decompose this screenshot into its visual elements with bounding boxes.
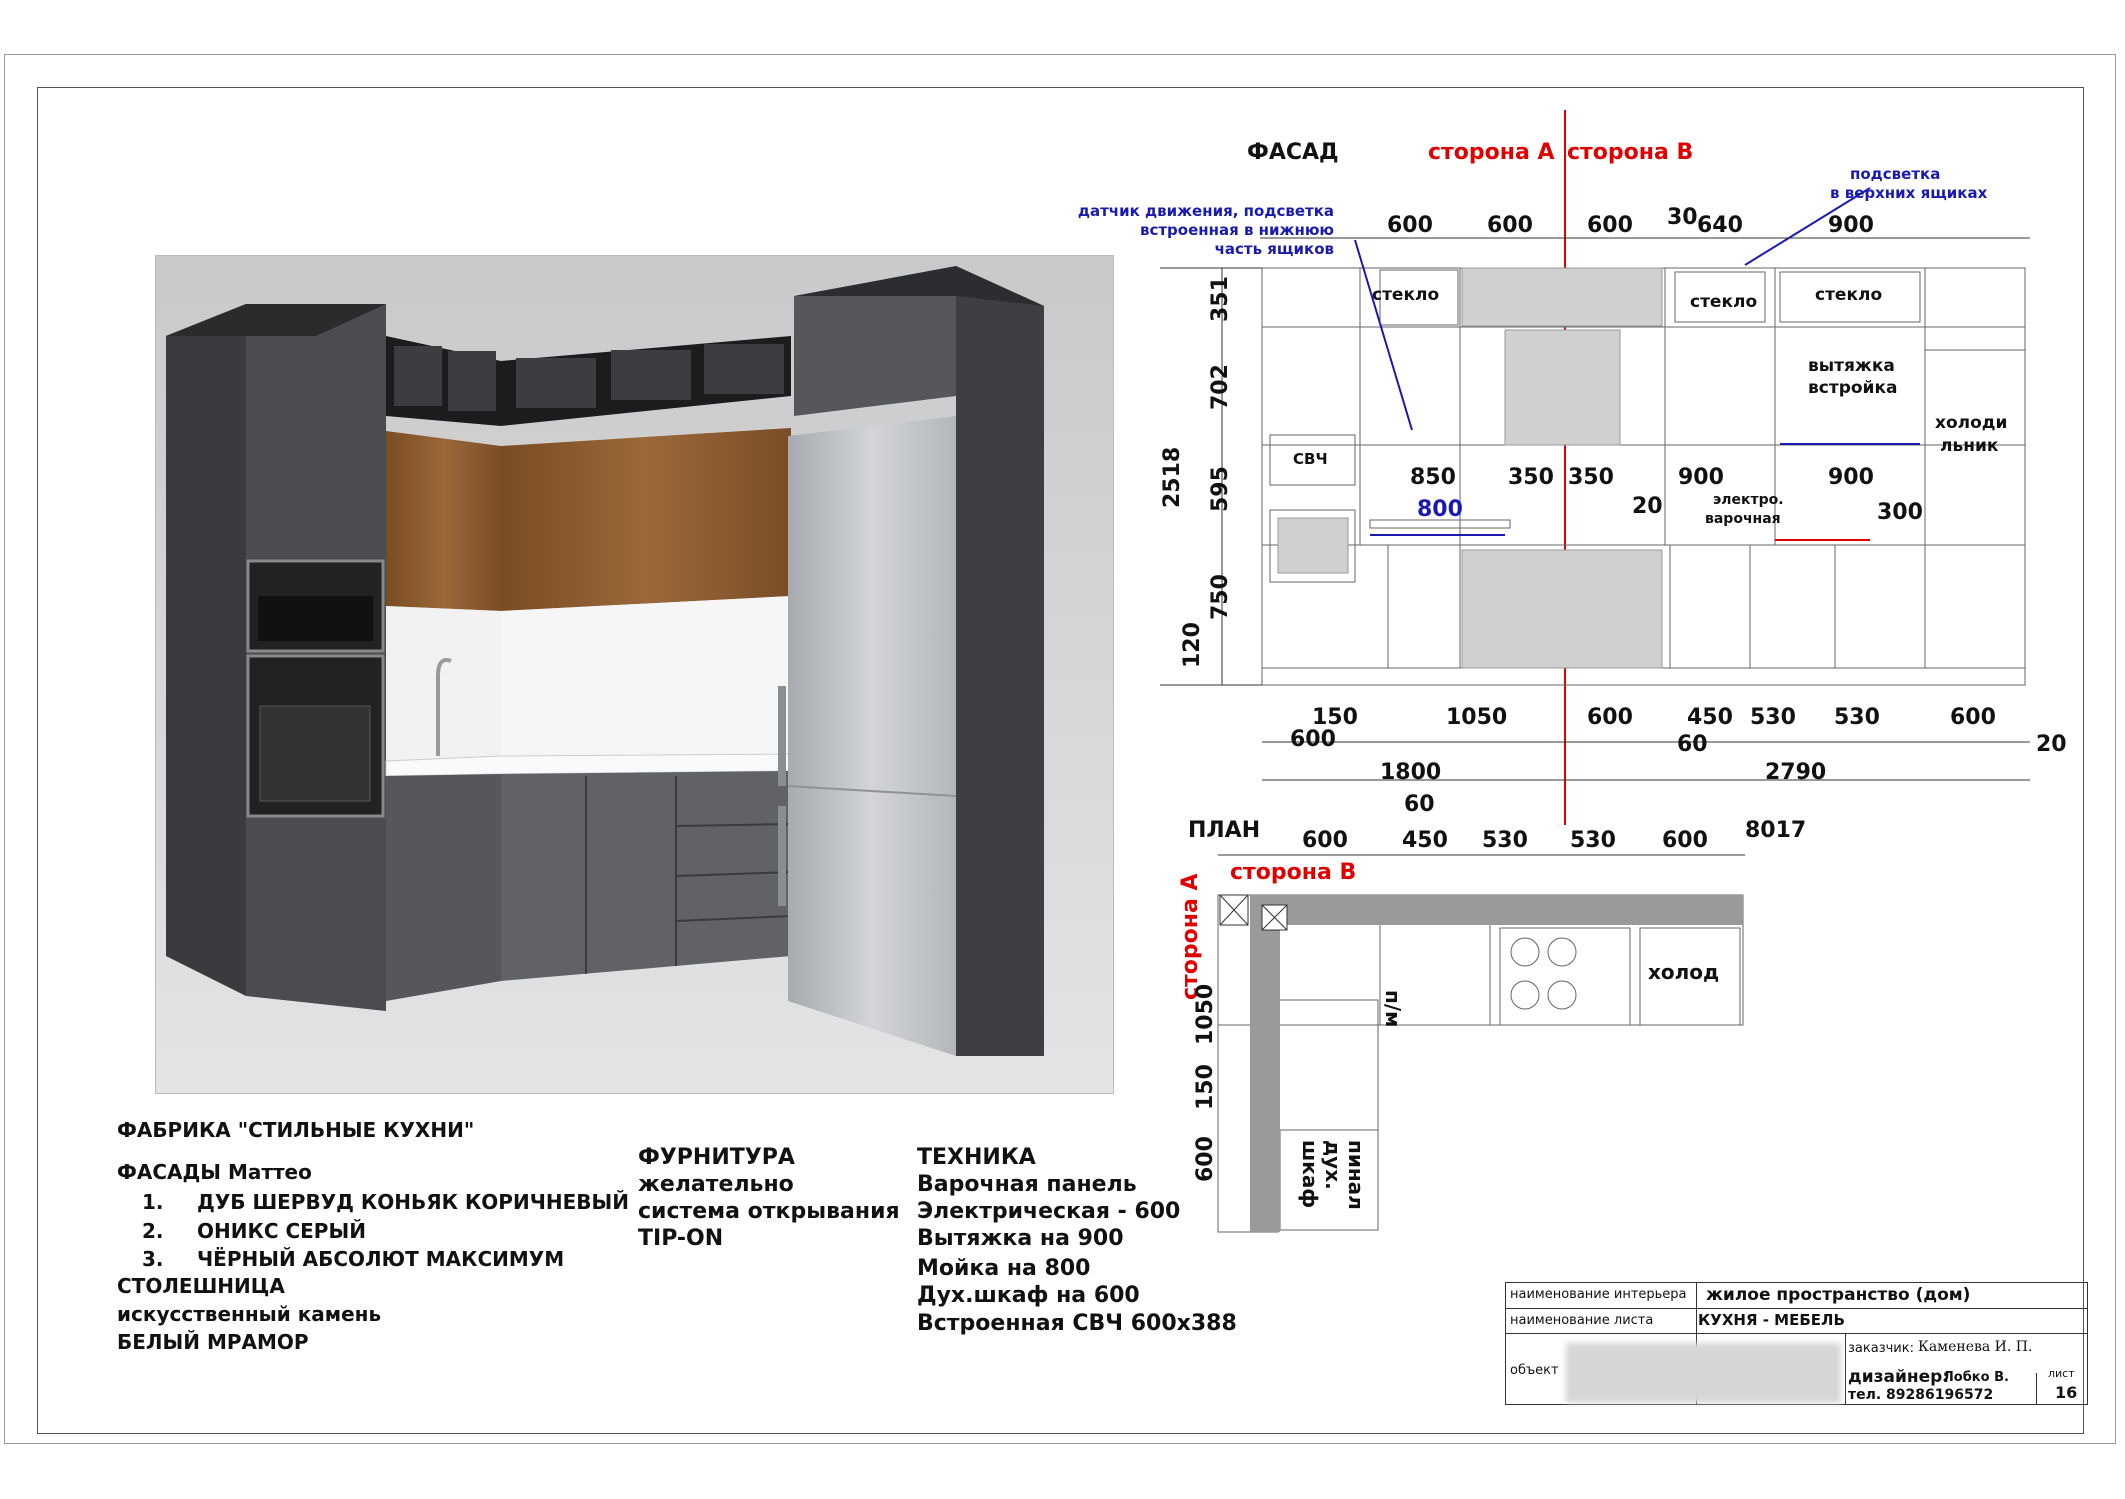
bottom-dim-6: 530 [1834,705,1880,730]
plan-side-a: сторона А [1178,873,1203,1000]
mid-dim-5: 900 [1828,465,1874,490]
blurred-object-field [1566,1343,1841,1403]
bottom-dim-5: 530 [1750,705,1796,730]
bottom-dim-3: 600 [1587,705,1633,730]
countertop-color: БЕЛЫЙ МРАМОР [117,1330,309,1354]
hardware-line-3: TIP-ON [638,1226,724,1251]
mid-dim-4: 900 [1678,465,1724,490]
facade-title: ФАСАД [1247,140,1339,165]
dim-20: 20 [1632,494,1663,519]
plan-dim-4: 530 [1570,828,1616,853]
sink-dim: 800 [1417,497,1463,522]
top-dim-5: 640 [1697,213,1743,238]
plan-pinal-2: дух. [1321,1140,1345,1190]
hob-label-1: электро. [1713,492,1784,508]
hood-label-2: встройка [1808,378,1898,398]
height-dim-1: 351 [1208,276,1233,322]
plan-dishwasher-label: п/м [1381,990,1405,1028]
tb-designer-value: Лобко В. [1943,1370,2009,1385]
tb-list-value: 16 [2055,1383,2078,1402]
dim-300: 300 [1877,500,1923,525]
hardware-line-2: система открывания [638,1199,900,1224]
height-dim-5: 120 [1180,622,1205,668]
bottom-dim-20: 20 [2036,732,2067,757]
facade-3-text: ЧЁРНЫЙ АБСОЛЮТ МАКСИМУМ [197,1247,565,1271]
sensor-note-1: датчик движения, подсветка [1077,202,1334,220]
top-dim-2: 600 [1487,213,1533,238]
facade-3-num: 3. [142,1247,164,1271]
sensor-note-2: встроенная в нижнюю [1139,221,1334,239]
tech-title: ТЕХНИКА [917,1145,1036,1170]
mid-dim-2: 350 [1508,465,1554,490]
glass-label-1: стекло [1372,285,1440,305]
facade-2-text: ОНИКС СЕРЫЙ [197,1219,366,1243]
tb-designer-label: дизайнер: [1848,1367,1950,1387]
plan-pinal-1: пинал [1344,1140,1368,1210]
plan-fridge-label: холод [1648,960,1720,984]
total-height-dim: 2518 [1160,446,1185,508]
bottom-dim-7: 600 [1950,705,1996,730]
hob-label-2: варочная [1705,511,1781,527]
plan-left-dim-2: 150 [1193,1064,1218,1110]
height-dim-3: 595 [1208,466,1233,512]
fridge-label-1: холоди [1935,413,2008,433]
mid-dim-3: 350 [1568,465,1614,490]
plan-dim-3: 530 [1482,828,1528,853]
countertop-material: искусственный камень [117,1302,382,1326]
tb-sheet-value: КУХНЯ - МЕБЕЛЬ [1698,1311,1845,1329]
facade-2-num: 2. [142,1219,164,1243]
facades-title: ФАСАДЫ Маттео [117,1160,312,1184]
tech-line-4: Мойка на 800 [917,1256,1091,1281]
facade-1-text: ДУБ ШЕРВУД КОНЬЯК КОРИЧНЕВЫЙ [197,1190,629,1214]
plan-dim-5: 600 [1662,828,1708,853]
tb-object-label: объект [1510,1363,1559,1378]
bottom-dim-600: 600 [1290,727,1336,752]
bottom-dim-2: 1050 [1446,705,1508,730]
plan-dim-2: 450 [1402,828,1448,853]
sensor-note-3: часть ящиков [1214,240,1334,258]
tb-customer-value: Каменева И. П. [1918,1339,2033,1355]
top-dim-4: 30 [1667,205,1698,230]
tb-interior-label: наименование интерьера [1510,1287,1687,1302]
title-block [1505,1282,2088,1405]
bottom-dim-60: 60 [1677,732,1708,757]
total-dim-2: 2790 [1765,760,1827,785]
plan-side-b: сторона В [1230,860,1357,885]
plan-dim-1: 600 [1302,828,1348,853]
plan-total-dim: 8017 [1745,818,1807,843]
plan-left-dim-1: 1050 [1193,983,1218,1045]
mid-dim-1: 850 [1410,465,1456,490]
facade-side-b: сторона В [1567,140,1694,165]
glass-label-2: стекло [1690,292,1758,312]
light-note-2: в верхних ящиках [1830,184,1988,202]
fridge-label-2: льник [1940,436,1999,456]
tech-line-5: Дух.шкаф на 600 [917,1283,1140,1308]
top-dim-6: 900 [1828,213,1874,238]
top-dim-1: 600 [1387,213,1433,238]
hardware-title: ФУРНИТУРА [638,1145,795,1170]
plan-title: ПЛАН [1188,818,1261,843]
glass-label-3: стекло [1815,285,1883,305]
facade-1-num: 1. [142,1190,164,1214]
tech-line-3: Вытяжка на 900 [917,1226,1124,1251]
plan-pinal-3: шкаф [1298,1140,1322,1209]
height-dim-4: 750 [1208,574,1233,620]
tb-sheet-label: наименование листа [1510,1313,1654,1328]
factory-title: ФАБРИКА "СТИЛЬНЫЕ КУХНИ" [117,1118,475,1142]
hood-label-1: вытяжка [1808,356,1895,376]
microwave-label: СВЧ [1293,450,1328,468]
hardware-line-1: желательно [638,1172,794,1197]
light-note-1: подсветка [1850,165,1941,183]
facade-side-a: сторона А [1428,140,1555,165]
height-dim-2: 702 [1208,364,1233,410]
plan-dim-60: 60 [1404,792,1435,817]
tech-line-1: Варочная панель [917,1172,1137,1197]
tb-list-label: лист [2048,1367,2075,1380]
top-dim-3: 600 [1587,213,1633,238]
bottom-dim-4: 450 [1687,705,1733,730]
tech-line-2: Электрическая - 600 [917,1199,1181,1224]
tb-phone: тел. 89286196572 [1848,1387,1994,1403]
countertop-title: СТОЛЕШНИЦА [117,1274,285,1298]
tb-interior-value: жилое пространство (дом) [1706,1285,1971,1305]
bottom-dim-1: 150 [1312,705,1358,730]
plan-left-dim-3: 600 [1193,1136,1218,1182]
tb-customer-label: заказчик: [1848,1341,1914,1356]
total-dim-1: 1800 [1380,760,1442,785]
tech-line-6: Встроенная СВЧ 600х388 [917,1311,1237,1336]
